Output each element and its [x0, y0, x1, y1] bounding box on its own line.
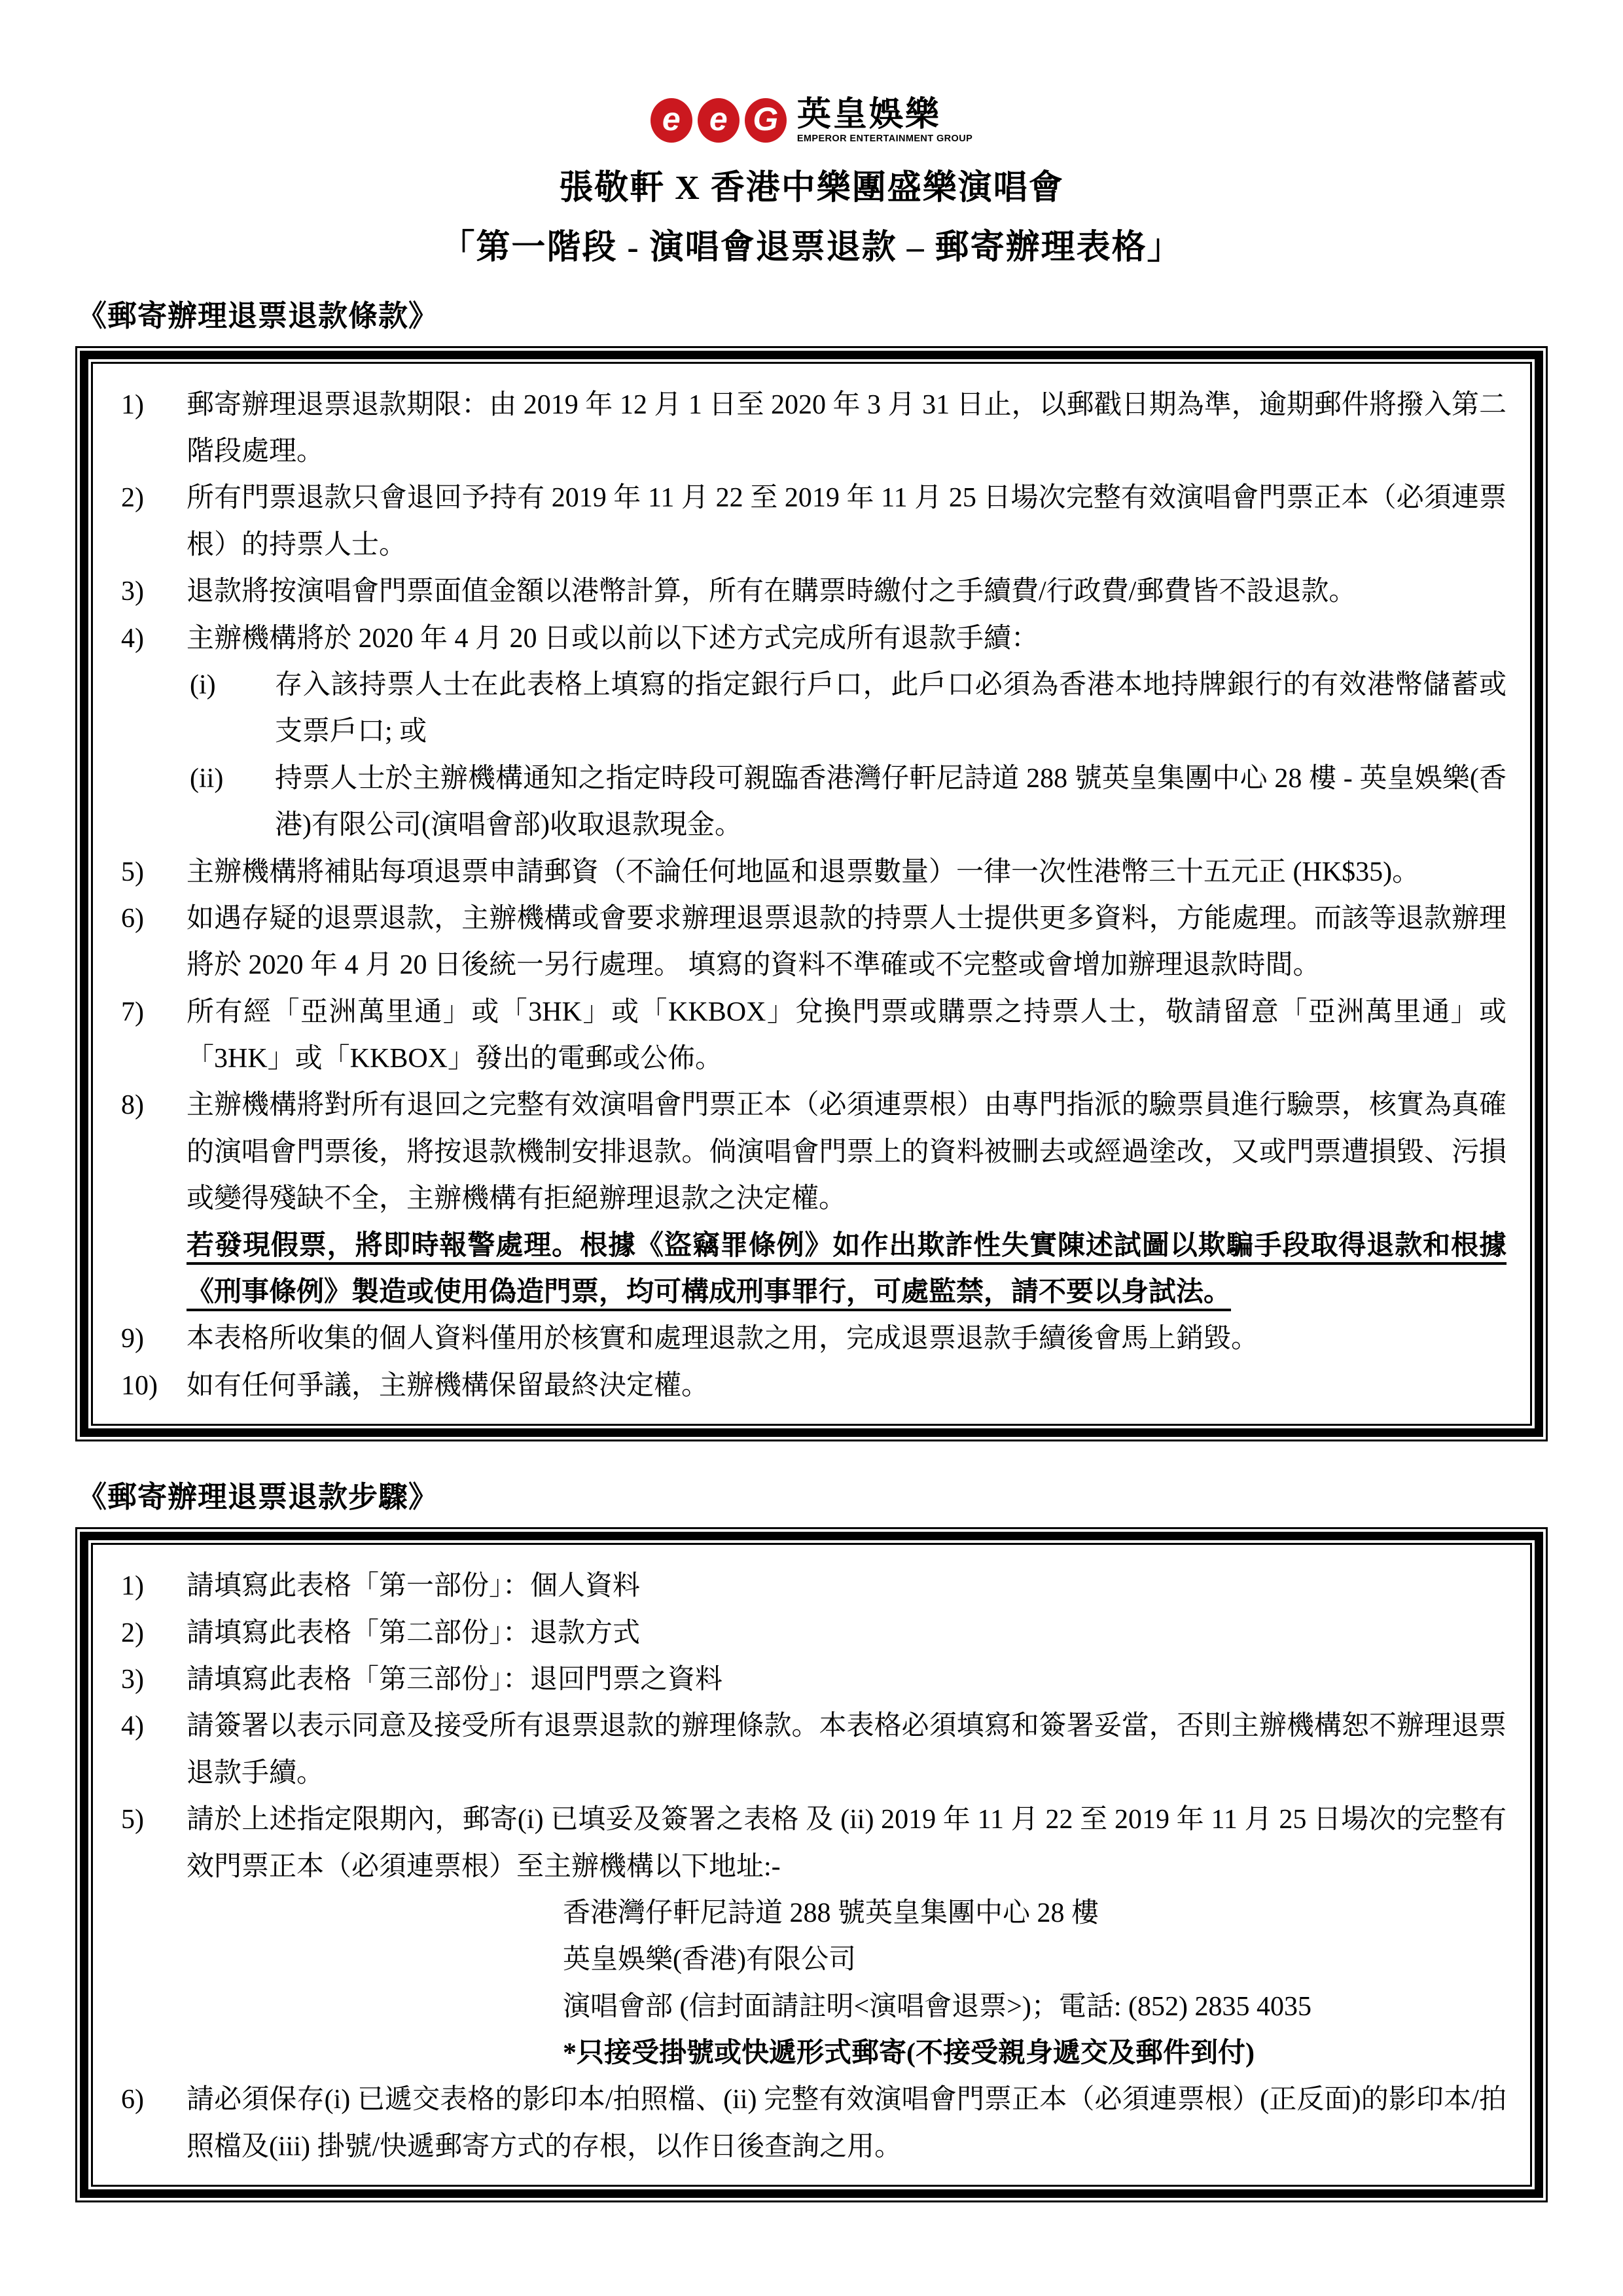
- address-line-phone: 演唱會部 (信封面請註明<演唱會退票>)；電話: (852) 2835 4035: [563, 1991, 1311, 2022]
- item-number: 4): [121, 1711, 144, 1742]
- terms-box: [75, 346, 1548, 1442]
- concert-title: 張敬軒 X 香港中樂團盛樂演唱會: [559, 169, 1064, 207]
- mailing-note-row: [121, 2030, 1507, 2077]
- item-number-spacer: [121, 1890, 187, 1937]
- item-text: 請填寫此表格「第二部份」：退款方式: [187, 1617, 641, 1648]
- terms-section-heading: 《郵寄辦理退票退款條款》: [77, 299, 439, 332]
- item-text: 請必須保存(i) 已遞交表格的影印本/拍照檔、(ii) 完整有效演唱會門票正本（必須連票根）(正反面)的影印本/拍照檔及(iii) 掛號/快遞郵寄方式的存根，以作日後查詢之用。: [187, 2085, 1507, 2162]
- terms-item-4: [121, 616, 1507, 662]
- item-text: 主辦機構將於 2020 年 4 月 20 日或以前以下述方式完成所有退款手續：: [187, 623, 1039, 654]
- item-text: 如遇存疑的退票退款，主辦機構或會要求辦理退票退款的持票人士提供更多資料，方能處理。而該等退款辦理將於 2020 年 4 月 20 日後統一另行處理。 填寫的資料不準確或不完整或會增加辦理退款時間。: [187, 903, 1507, 981]
- item-text: 請於上述指定限期內，郵寄(i) 已填妥及簽署之表格 及 (ii) 2019 年 11 月 22 至 2019 年 11 月 25 日場次的完整有效門票正本（必須連票根）至主辦機構以下地址:-: [187, 1805, 1507, 1882]
- item-number: 1): [121, 389, 144, 420]
- item-number-spacer: [121, 1937, 187, 1983]
- item-text: 主辦機構將對所有退回之完整有效演唱會門票正本（必須連票根）由專門指派的驗票員進行驗票，核實為真確的演唱會門票後，將按退款機制安排退款。倘演唱會門票上的資料被刪去或經過塗改，又或門票遭損毀、污損或變得殘缺不全，主辦機構有拒絕辦理退款之決定權。: [187, 1090, 1507, 1214]
- item-text: 如有任何爭議，主辦機構保留最終決定權。: [187, 1370, 709, 1401]
- brand-text: [797, 97, 972, 144]
- subitem-text: 持票人士於主辦機構通知之指定時段可親臨香港灣仔軒尼詩道 288 號英皇集團中心 28 樓 - 英皇娛樂(香港)有限公司(演唱會部)收取退款現金。: [275, 763, 1507, 841]
- mailing-address-line-3: [121, 1984, 1507, 2030]
- terms-item-6: [121, 896, 1507, 989]
- steps-box-mid-border: [80, 1532, 1543, 2198]
- terms-item-9: [121, 1316, 1507, 1362]
- item-number: 5): [121, 1805, 144, 1835]
- terms-item-1: [121, 382, 1507, 476]
- logo-circle-g-icon: G: [745, 98, 787, 143]
- item-text: 郵寄辦理退票退款期限：由 2019 年 12 月 1 日至 2020 年 3 月 31 日止，以郵戳日期為準，逾期郵件將撥入第二階段處理。: [187, 389, 1507, 467]
- steps-item-5: [121, 1797, 1507, 1890]
- steps-box: [75, 1527, 1548, 2202]
- item-number: 7): [121, 997, 144, 1027]
- logo-circle-e2-icon: e: [698, 98, 740, 143]
- item-number-spacer: [121, 2030, 187, 2077]
- item-number: 10): [121, 1370, 158, 1401]
- item-text: 請簽署以表示同意及接受所有退票退款的辦理條款。本表格必須填寫和簽署妥當，否則主辦機構恕不辦理退票退款手續。: [187, 1711, 1507, 1788]
- logo-circle-e1-icon: e: [651, 98, 692, 143]
- eeg-logo-circles-icon: [651, 98, 787, 143]
- subitem-ii: [190, 756, 1507, 849]
- terms-item-8: [121, 1082, 1507, 1222]
- item-number: 4): [121, 623, 144, 654]
- fraud-warning-text: 若發現假票，將即時報警處理。根據《盜竊罪條例》如作出欺詐性失實陳述試圖以欺騙手段取得退款和根據《刑事條例》製造或使用偽造門票，均可構成刑事罪行，可處監禁，請不要以身試法。: [187, 1230, 1507, 1308]
- subitem-number: (i): [190, 669, 216, 700]
- item-number: 5): [121, 857, 144, 887]
- terms-item-2: [121, 475, 1507, 569]
- terms-item-7: [121, 989, 1507, 1083]
- steps-section-heading: 《郵寄辦理退票退款步驟》: [77, 1481, 439, 1514]
- item-text: 主辦機構將補貼每項退票申請郵資（不論任何地區和退票數量）一律一次性港幣三十五元正 (HK$35)。: [187, 857, 1420, 887]
- item-text: 本表格所收集的個人資料僅用於核實和處理退款之用，完成退票退款手續後會馬上銷毀。: [187, 1324, 1259, 1354]
- terms-item-3: [121, 569, 1507, 615]
- steps-item-2: [121, 1610, 1507, 1657]
- subitem-number: (ii): [190, 763, 224, 794]
- subitem-text: 存入該持票人士在此表格上填寫的指定銀行戶口，此戶口必須為香港本地持牌銀行的有效港幣儲蓄或支票戶口; 或: [275, 669, 1507, 747]
- mailing-address-line-1: [121, 1890, 1507, 1937]
- item-text: 退款將按演唱會門票面值金額以港幣計算，所有在購票時繳付之手續費/行政費/郵費皆不設退款。: [187, 576, 1357, 607]
- item-number: 6): [121, 2085, 144, 2115]
- steps-item-6: [121, 2077, 1507, 2170]
- item-number: 3): [121, 1664, 144, 1695]
- subitem-i: [190, 662, 1507, 756]
- item-text: 請填寫此表格「第三部份」：退回門票之資料: [187, 1664, 723, 1695]
- item-number: 2): [121, 483, 144, 514]
- address-line: 香港灣仔軒尼詩道 288 號英皇集團中心 28 樓: [563, 1898, 1099, 1928]
- brand-name-english: EMPEROR ENTERTAINMENT GROUP: [796, 133, 973, 144]
- terms-item-5: [121, 849, 1507, 896]
- item-number: 6): [121, 903, 144, 934]
- registered-mail-note: *只接受掛號或快遞形式郵寄(不接受親身遞交及郵件到付): [563, 2038, 1255, 2069]
- item-number: 1): [121, 1571, 144, 1602]
- steps-item-3: [121, 1657, 1507, 1703]
- form-subtitle: 「第一階段 - 演唱會退票退款 – 郵寄辦理表格」: [440, 228, 1183, 266]
- terms-item-10: [121, 1363, 1507, 1409]
- terms-item-4-sub-i: [121, 662, 1507, 756]
- item-number-spacer: [121, 1984, 187, 2030]
- terms-box-content: [91, 362, 1532, 1426]
- terms-item-8-fraud-warning: [121, 1223, 1507, 1316]
- steps-item-4: [121, 1703, 1507, 1797]
- item-text: 所有經「亞洲萬里通」或「3HK」或「KKBOX」兌換門票或購票之持票人士，敬請留意「亞洲萬里通」或「3HK」或「KKBOX」發出的電郵或公佈。: [187, 997, 1507, 1074]
- item-number: 2): [121, 1617, 144, 1648]
- item-number-spacer: [121, 1223, 187, 1316]
- item-text: 請填寫此表格「第一部份」：個人資料: [187, 1571, 641, 1602]
- mailing-address-line-2: [121, 1937, 1507, 1983]
- steps-item-1: [121, 1563, 1507, 1610]
- eeg-logo: [0, 97, 1623, 144]
- item-text: 所有門票退款只會退回予持有 2019 年 11 月 22 至 2019 年 11 月 25 日場次完整有效演唱會門票正本（必須連票根）的持票人士。: [187, 483, 1507, 560]
- item-number: 9): [121, 1324, 144, 1354]
- terms-item-4-sub-ii: [121, 756, 1507, 849]
- terms-box-mid-border: [80, 351, 1543, 1438]
- address-line: 英皇娛樂(香港)有限公司: [563, 1945, 856, 1975]
- item-number: 3): [121, 576, 144, 607]
- brand-name-chinese: 英皇娛樂: [796, 96, 941, 133]
- item-number: 8): [121, 1090, 144, 1121]
- steps-box-content: [91, 1543, 1532, 2187]
